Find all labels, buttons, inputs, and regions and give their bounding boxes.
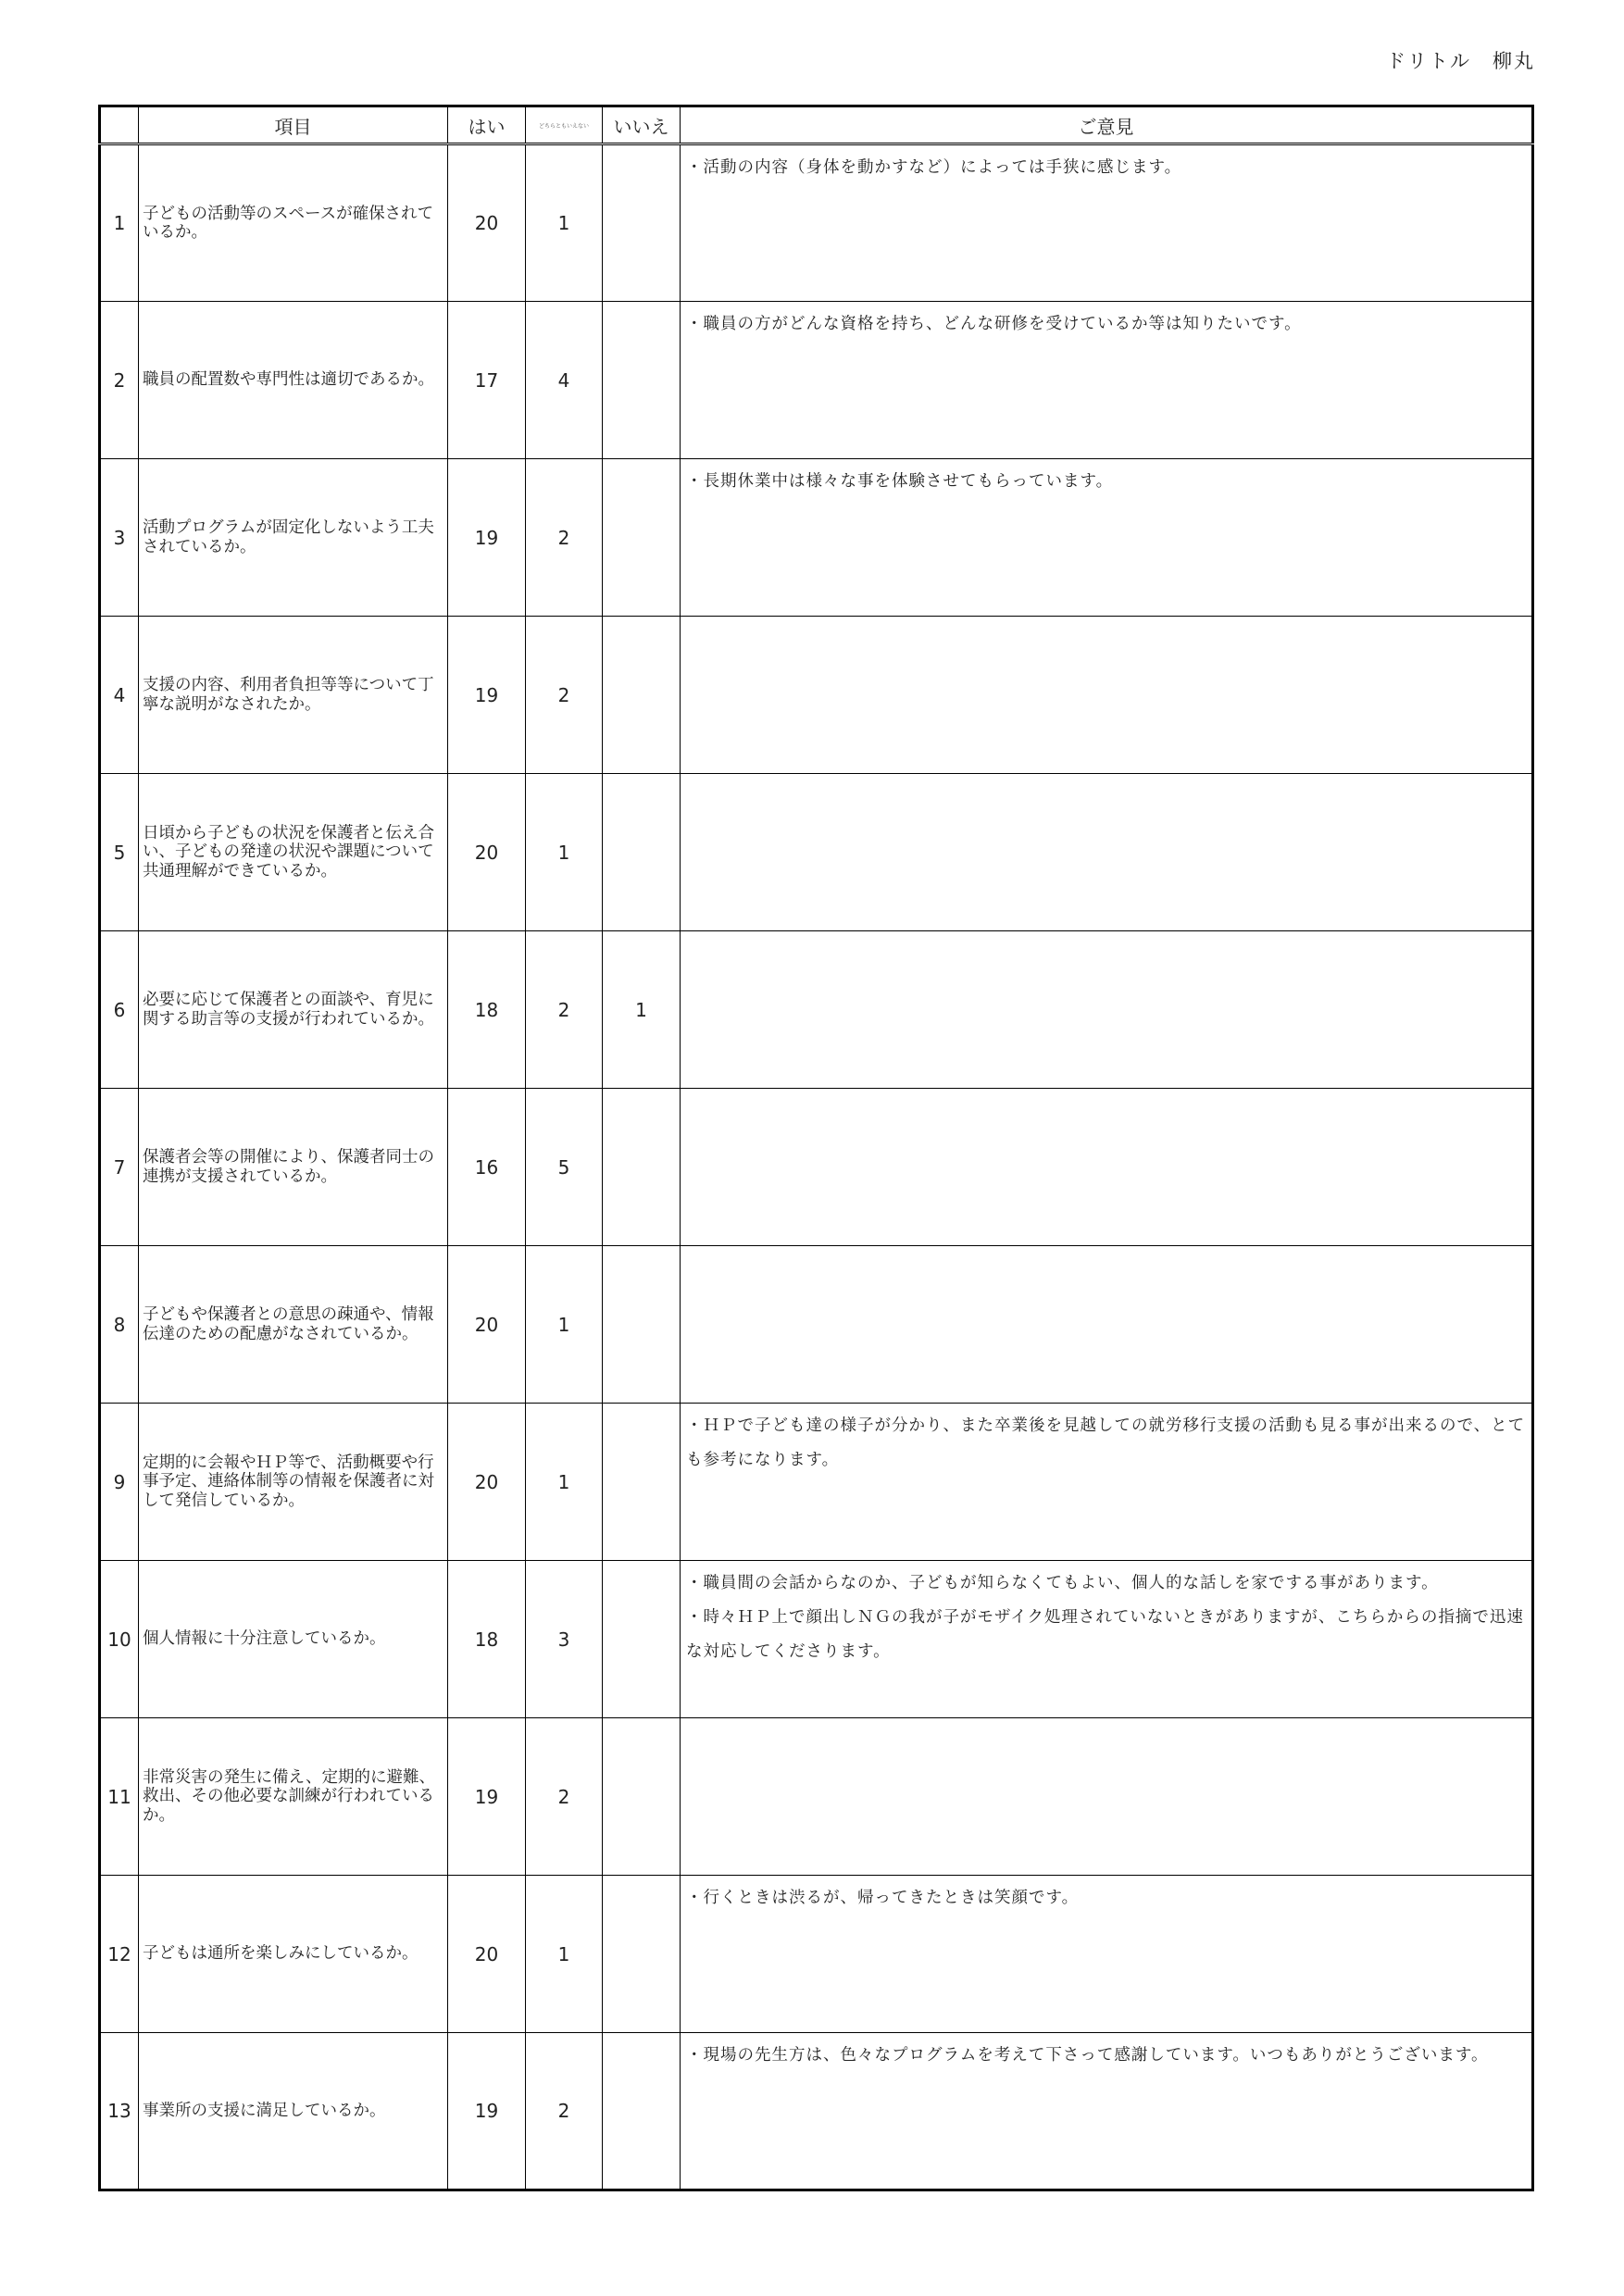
row-yes-count: 16 <box>448 1089 526 1246</box>
comment-text: ・職員の方がどんな資格を持ち、どんな研修を受けているか等は知りたいです。 <box>686 315 1302 333</box>
row-number: 3 <box>100 459 139 617</box>
row-comments <box>681 1876 1533 2033</box>
row-neither-count: 5 <box>526 1089 603 1246</box>
row-neither-count: 1 <box>526 774 603 931</box>
row-no-count <box>603 1089 681 1246</box>
comment-text: ・ＨＰで子ども達の様子が分かり、また卒業後を見越しての就労移行支援の活動も見る事が出来るので、とても参考になります。 <box>686 1416 1526 1469</box>
row-item: 日頃から子どもの状況を保護者と伝え合い、子どもの発達の状況や課題について共通理解ができているか。 <box>139 774 448 931</box>
row-yes-count: 19 <box>448 1718 526 1876</box>
header-item: 項目 <box>139 106 448 144</box>
row-comments <box>681 1089 1533 1246</box>
row-item: 定期的に会報やＨＰ等で、活動概要や行事予定、連絡体制等の情報を保護者に対して発信しているか。 <box>139 1404 448 1561</box>
row-no-count: 1 <box>603 931 681 1089</box>
table-row <box>100 931 1533 1089</box>
row-item: 子どもや保護者との意思の疎通や、情報伝達のための配慮がなされているか。 <box>139 1246 448 1404</box>
row-neither-count: 1 <box>526 1404 603 1561</box>
comment-text: ・職員間の会話からなのか、子どもが知らなくてもよい、個人的な話しを家でする事があります。 <box>686 1574 1439 1592</box>
row-yes-count: 17 <box>448 302 526 459</box>
row-item: 非常災害の発生に備え、定期的に避難、救出、その他必要な訓練が行われているか。 <box>139 1718 448 1876</box>
row-no-count <box>603 1404 681 1561</box>
table-row <box>100 1876 1533 2033</box>
row-comments <box>681 774 1533 931</box>
row-number: 10 <box>100 1561 139 1718</box>
row-yes-count: 20 <box>448 1404 526 1561</box>
table-row <box>100 774 1533 931</box>
table-body <box>100 144 1533 2190</box>
row-yes-count: 20 <box>448 1876 526 2033</box>
row-neither-count: 2 <box>526 617 603 774</box>
row-yes-count: 20 <box>448 144 526 302</box>
row-number: 6 <box>100 931 139 1089</box>
row-item: 子どもは通所を楽しみにしているか。 <box>139 1876 448 2033</box>
row-comments <box>681 2033 1533 2190</box>
header-number <box>100 106 139 144</box>
row-item: 子どもの活動等のスペースが確保されているか。 <box>139 144 448 302</box>
row-no-count <box>603 302 681 459</box>
row-no-count <box>603 459 681 617</box>
row-yes-count: 19 <box>448 459 526 617</box>
row-comments <box>681 1561 1533 1718</box>
row-yes-count: 19 <box>448 617 526 774</box>
row-no-count <box>603 774 681 931</box>
row-no-count <box>603 1246 681 1404</box>
row-number: 8 <box>100 1246 139 1404</box>
row-no-count <box>603 1876 681 2033</box>
header-comments: ご意見 <box>681 106 1533 144</box>
table-row <box>100 1404 1533 1561</box>
header-row <box>100 106 1533 144</box>
header-neither: どちらともいえない <box>526 106 603 144</box>
row-neither-count: 2 <box>526 1718 603 1876</box>
row-number: 11 <box>100 1718 139 1876</box>
row-neither-count: 1 <box>526 1246 603 1404</box>
row-item: 職員の配置数や専門性は適切であるか。 <box>139 302 448 459</box>
row-yes-count: 20 <box>448 774 526 931</box>
row-number: 7 <box>100 1089 139 1246</box>
row-comments <box>681 1718 1533 1876</box>
row-comments <box>681 302 1533 459</box>
table-row <box>100 302 1533 459</box>
row-no-count <box>603 617 681 774</box>
row-no-count <box>603 2033 681 2190</box>
table-row <box>100 459 1533 617</box>
row-number: 2 <box>100 302 139 459</box>
row-comments <box>681 1404 1533 1561</box>
row-neither-count: 1 <box>526 144 603 302</box>
row-number: 13 <box>100 2033 139 2190</box>
table-row <box>100 144 1533 302</box>
row-neither-count: 3 <box>526 1561 603 1718</box>
row-no-count <box>603 1718 681 1876</box>
row-neither-count: 2 <box>526 2033 603 2190</box>
comment-text: ・時々ＨＰ上で顔出しＮＧの我が子がモザイク処理されていないときがありますが、こちらからの指摘で迅速な対応してくださります。 <box>686 1608 1524 1661</box>
row-yes-count: 18 <box>448 931 526 1089</box>
facility-name: ドリトル 柳丸 <box>1386 50 1535 72</box>
table-row <box>100 1561 1533 1718</box>
comment-text: ・活動の内容（身体を動かすなど）によっては手狭に感じます。 <box>686 158 1182 177</box>
comment-text: ・現場の先生方は、色々なプログラムを考えて下さって感謝しています。いつもありがとうございます。 <box>686 2046 1489 2065</box>
row-item: 保護者会等の開催により、保護者同士の連携が支援されているか。 <box>139 1089 448 1246</box>
row-number: 5 <box>100 774 139 931</box>
table-row <box>100 2033 1533 2190</box>
row-number: 1 <box>100 144 139 302</box>
table-row <box>100 617 1533 774</box>
row-item: 支援の内容、利用者負担等等について丁寧な説明がなされたか。 <box>139 617 448 774</box>
table-row <box>100 1718 1533 1876</box>
row-comments <box>681 144 1533 302</box>
row-neither-count: 2 <box>526 459 603 617</box>
row-neither-count: 2 <box>526 931 603 1089</box>
row-comments <box>681 1246 1533 1404</box>
row-comments <box>681 931 1533 1089</box>
row-number: 4 <box>100 617 139 774</box>
row-item: 活動プログラムが固定化しないよう工夫されているか。 <box>139 459 448 617</box>
row-comments <box>681 459 1533 617</box>
comment-text: ・行くときは渋るが、帰ってきたときは笑顔です。 <box>686 1889 1080 1907</box>
row-yes-count: 20 <box>448 1246 526 1404</box>
table-row <box>100 1246 1533 1404</box>
row-no-count <box>603 144 681 302</box>
header-yes: はい <box>448 106 526 144</box>
comment-text: ・長期休業中は様々な事を体験させてもらっています。 <box>686 472 1114 491</box>
row-yes-count: 19 <box>448 2033 526 2190</box>
row-item: 必要に応じて保護者との面談や、育児に関する助言等の支援が行われているか。 <box>139 931 448 1089</box>
row-item: 事業所の支援に満足しているか。 <box>139 2033 448 2190</box>
row-number: 9 <box>100 1404 139 1561</box>
header-no: いいえ <box>603 106 681 144</box>
row-comments <box>681 617 1533 774</box>
row-item: 個人情報に十分注意しているか。 <box>139 1561 448 1718</box>
table-row <box>100 1089 1533 1246</box>
row-number: 12 <box>100 1876 139 2033</box>
evaluation-table <box>98 105 1534 2191</box>
row-neither-count: 4 <box>526 302 603 459</box>
row-no-count <box>603 1561 681 1718</box>
row-neither-count: 1 <box>526 1876 603 2033</box>
row-yes-count: 18 <box>448 1561 526 1718</box>
